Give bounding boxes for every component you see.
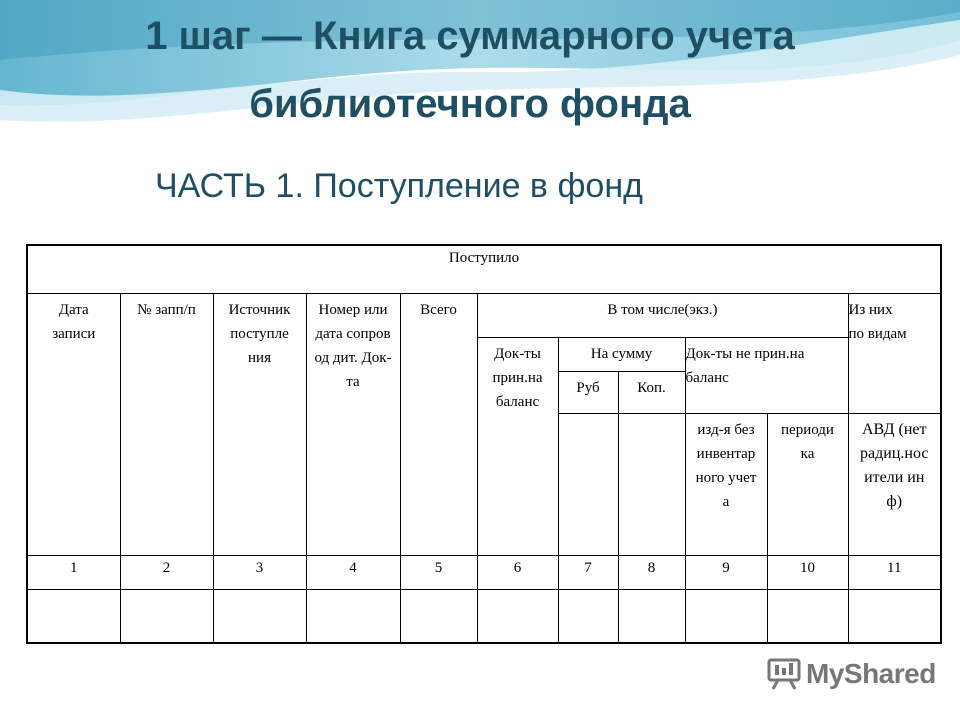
blank-rub-cell [558, 413, 618, 555]
slide-title-line2: библиотечного фонда [249, 82, 691, 126]
slide-subtitle: ЧАСТЬ 1. Поступление в фонд [155, 167, 643, 205]
empty-cell [306, 589, 400, 643]
slide-title-line1: 1 шаг — Книга суммарного учета [145, 14, 795, 58]
empty-cell [767, 589, 848, 643]
empty-cell [477, 589, 558, 643]
column-numbers-row [27, 555, 941, 589]
empty-cell [27, 589, 120, 643]
sub-rub: Руб [558, 371, 618, 413]
column-number: 10 [767, 555, 848, 589]
myshared-logo [766, 654, 936, 694]
column-number: 7 [558, 555, 618, 589]
blank-kop-cell [618, 413, 685, 555]
col-number: № запп/п [120, 293, 213, 555]
empty-cell [558, 589, 618, 643]
col-including: В том числе(экз.) [477, 293, 848, 337]
empty-cell [120, 589, 213, 643]
sub-docs-not-balance: Док-ты не прин.на баланс [685, 337, 848, 413]
column-number: 5 [400, 555, 477, 589]
summary-ledger-table [26, 244, 942, 644]
empty-cell [213, 589, 306, 643]
presentation-board-icon [766, 657, 802, 691]
header-received: Поступило [27, 245, 941, 293]
col-by-types: Из них по видам [848, 293, 941, 413]
sub-periodicals: периодика [767, 413, 848, 555]
col-document: Номер или дата сопровод дит. Док-та [306, 293, 400, 555]
empty-cell [848, 589, 941, 643]
column-number: 11 [848, 555, 941, 589]
empty-cell [685, 589, 767, 643]
column-number: 9 [685, 555, 767, 589]
col-date: Дата записи [27, 293, 120, 555]
column-number: 3 [213, 555, 306, 589]
column-number: 6 [477, 555, 558, 589]
sub-avd: АВД (нетрадиц.носители инф) [848, 413, 941, 555]
sub-sum: На сумму [558, 337, 685, 371]
sub-items-noninventory: изд-я безинвентарного учета [685, 413, 767, 555]
empty-cell [400, 589, 477, 643]
col-source: Источник поступления [213, 293, 306, 555]
column-number: 1 [27, 555, 120, 589]
column-number: 2 [120, 555, 213, 589]
column-number: 4 [306, 555, 400, 589]
col-total: Всего [400, 293, 477, 555]
sub-kop: Коп. [618, 371, 685, 413]
empty-data-row [27, 589, 941, 643]
logo-text: MyShared [806, 658, 936, 689]
column-number: 8 [618, 555, 685, 589]
sub-docs-balance: Док-ты прин.на баланс [477, 337, 558, 555]
empty-cell [618, 589, 685, 643]
